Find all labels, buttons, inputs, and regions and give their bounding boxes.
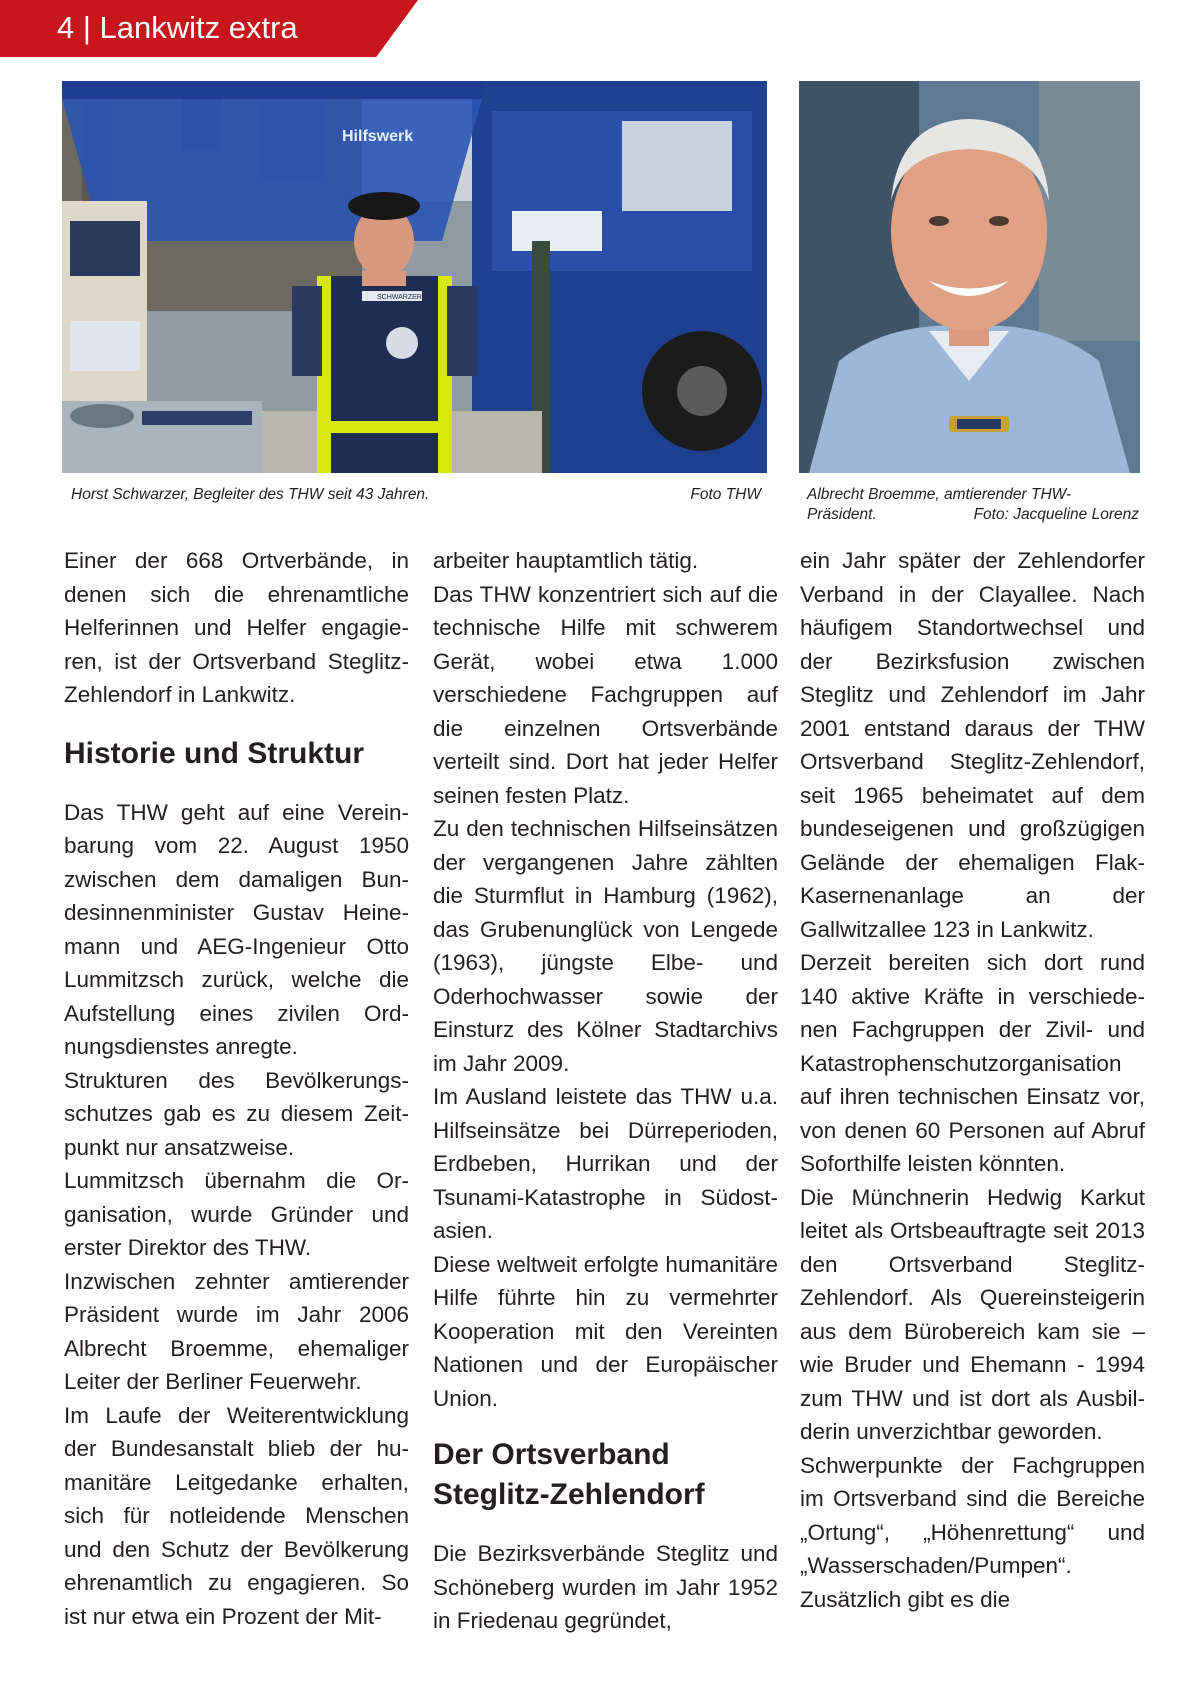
paragraph: Das THW konzentriert sich auf die technische Hilfe mit schwerem Gerät, wobei etwa 1.000 verschiedene Fachgruppen auf die einzelnen Ortsverbände verteilt sind. Dort hat jeder Helfer seinen festen Platz. — [433, 581, 778, 808]
caption-right-credit: Foto: Jacqueline Lorenz — [973, 506, 1139, 523]
photo-albrecht-broemme-illustration — [799, 81, 1140, 473]
caption-right-line2: Präsident. — [807, 506, 877, 523]
photo-horst-schwarzer — [62, 81, 767, 473]
article-column-2 — [433, 544, 778, 1638]
paragraph: Derzeit bereiten sich dort rund 140 aktive Kräfte in verschiedenen Fachgruppen der Zivil- und Katastrophenschutzorganisation auf ihren technischen Einsatz vor, von denen 60 Personen auf Abruf Soforthilfe leisten könnten. — [800, 950, 1145, 1176]
photo-horst-schwarzer-illustration — [62, 81, 767, 473]
paragraph: Im Ausland leistete das THW u.a. Hilfseinsätze bei Dürreperioden, Erdbeben, Hurrikan und der Tsunami-Katastrophe in Südostasien. — [433, 1084, 778, 1243]
paragraph: Die Münchnerin Hedwig Karkut leitet als Ortsbeauftragte seit 2013 den Ortsverband Steglitz-Zehlendorf. Als Quereinsteigerin aus dem Bürobereich kam sie – wie Bruder und Ehemann - 1994 zum THW und ist dort als Ausbilderin unverzichtbar geworden. — [800, 1184, 1145, 1444]
photo-albrecht-broemme — [799, 81, 1140, 473]
paragraph: Diese weltweit erfolgte humanitäre Hilfe führte hin zu vermehrter Kooperation mit den Vereinten Nationen und der Europäischer Union. — [433, 1251, 778, 1411]
paragraph: Strukturen des Bevölkerungsschutzes gab es zu diesem Zeitpunkt nur ansatzweise. — [64, 1067, 409, 1160]
section-heading-historie: Historie und Struktur — [64, 736, 365, 770]
caption-right-line1: Albrecht Broemme, amtierender THW- — [807, 486, 1072, 503]
paragraph: Schwerpunkte der Fachgruppen im Ortsverband sind die Bereiche „Ortung“, „Höhenrettung“ und „Wasserschaden/Pumpen“. Zusätzlich gibt es die — [800, 1452, 1145, 1612]
vest-name-tag: SCHWARZER — [377, 294, 422, 301]
article-column-1 — [64, 544, 409, 1633]
section-heading-ortsverband: Der Ortsverband Steglitz-Zehlendorf — [433, 1438, 705, 1511]
paragraph: Die Bezirksverbände Steglitz und Schöneberg wurden im Jahr 1952 in Friedenau gegründet, — [433, 1541, 778, 1633]
article-column-3 — [800, 544, 1145, 1616]
caption-left-text: Horst Schwarzer, Begleiter des THW seit 43 Jahren. — [71, 486, 430, 503]
page-header-title: 4 | Lankwitz extra — [57, 10, 298, 45]
paragraph: Das THW geht auf eine Vereinbarung vom 22. August 1950 zwischen dem damaligen Bundesinnenminister Gustav Heinemann und AEG-Ingenieur Otto Lummitzsch zurück, welche die Aufstellung eines zivilen Ordnungsdienstes anregte. — [64, 799, 409, 1059]
photo-caption-right — [807, 485, 1139, 525]
intro-paragraph: Einer der 668 Ortverbände, in denen sich die ehrenamtliche Helferinnen und Helfer engagieren, ist der Ortsverband Steglitz-Zehlendorf in Lankwitz. — [64, 548, 409, 707]
paragraph: ein Jahr später der Zehlendorfer Verband in der Clayallee. Nach häufigem Standortwechsel und der Bezirksfusion zwischen Steglitz und Zehlendorf im Jahr 2001 entstand daraus der THW Ortsverband Steglitz-Zehlendorf, seit 1965 beheimatet auf dem bundeseigenen und großzügigen Gelände der ehemaligen Flak-Kasernenanlage an der Gallwitzallee 123 in Lankwitz. — [800, 548, 1145, 942]
paragraph: Im Laufe der Weiterentwicklung der Bundesanstalt blieb der humanitäre Leitgedanke erhalten, sich für notleidende Menschen und den Schutz der Bevölkerung ehrenamtlich zu engagieren. So ist nur etwa ein Prozent der Mit- — [64, 1402, 409, 1629]
paragraph: arbeiter hauptamtlich tätig. — [433, 548, 699, 573]
paragraph: Zu den technischen Hilfseinsätzen der vergangenen Jahre zählten die Sturmflut in Hamburg (1962), das Grubenunglück von Lengede (1963), jüngste Elbe- und Oderhochwasser sowie der Einsturz des Kölner Stadtarchivs im Jahr 2009. — [433, 816, 778, 1076]
paragraph: Inzwischen zehnter amtierender Präsident wurde im Jahr 2006 Albrecht Broemme, ehemaliger Leiter der Berliner Feuerwehr. — [64, 1268, 409, 1394]
tent-text: Hilfswerk — [342, 128, 414, 145]
caption-left-credit: Foto THW — [690, 486, 761, 503]
photo-caption-left — [71, 485, 761, 505]
paragraph: Lummitzsch übernahm die Organisation, wurde Gründer und erster Direktor des THW. — [64, 1168, 409, 1260]
